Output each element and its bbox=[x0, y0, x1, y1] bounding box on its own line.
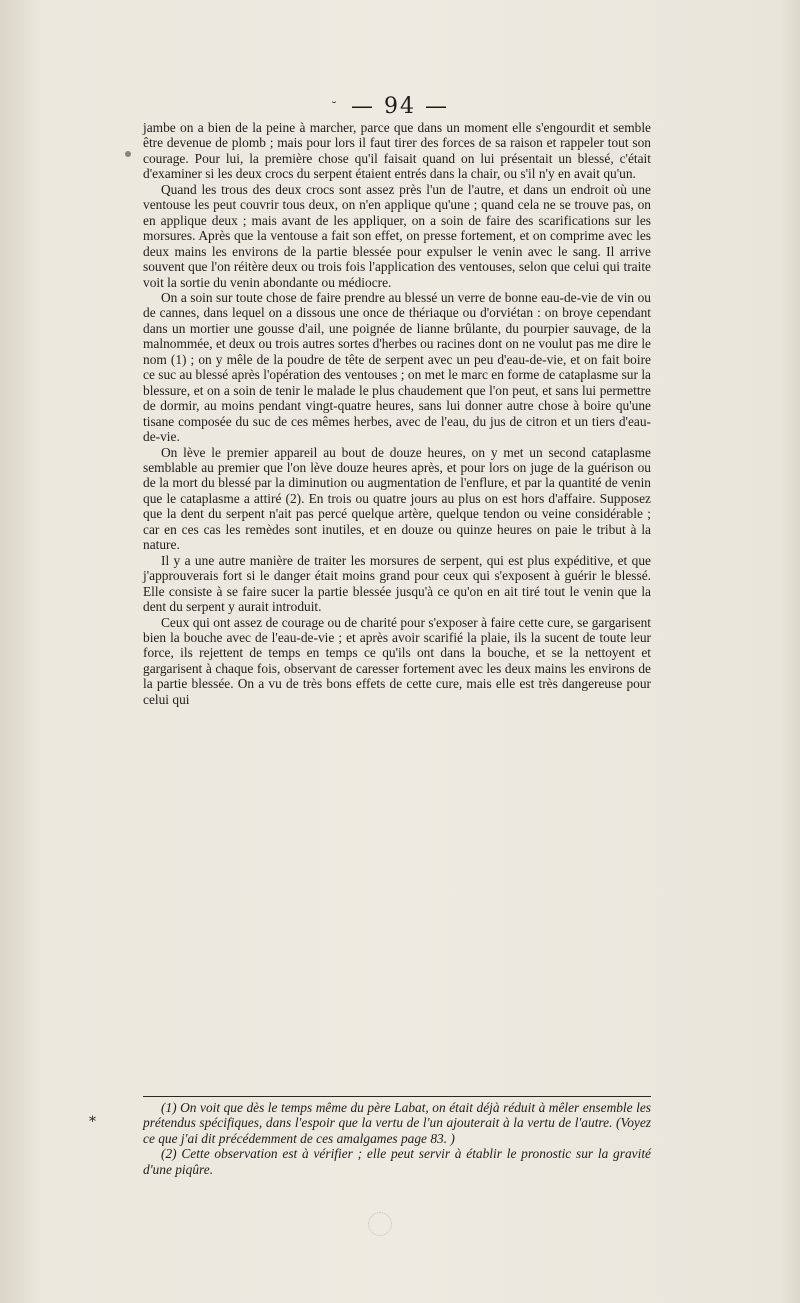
paragraph: Quand les trous des deux crocs sont assez près l'un de l'autre, et dans un endroit où une ventouse les peut couvrir tous deux, on n'en applique qu'une ; quand cela ne se trouve pas, on en applique deux ; mais avant de les appliquer, on a soin de faire des scarifications sur les morsures. Après que la ventouse a fait son effet, on presse fortement, et on comprime avec les deux mains les environs de la partie blessée pour expulser le venin avec le sang. Il arrive souvent que l'on réitère deux ou trois fois l'application des ventouses, selon que celui qui traite voit la sortie du venin abondante ou médiocre. bbox=[143, 181, 651, 290]
page-number: — 94 — bbox=[351, 94, 449, 119]
paragraph: On lève le premier appareil au bout de douze heures, on y met un second cataplasme semblable au premier que l'on lève douze heures après, et pour lors on juge de la guérison ou de la mort du blessé par la diminution ou augmentation de l'enflure, et par la quantité de venin que le cataplasme a attiré (2). En trois ou quatre jours au plus on est hors d'affaire. Supposez que la dent du serpent n'ait pas percé quelque artère, quelque tendon ou veine considérable ; car en ces cas les remèdes sont inutiles, et en douze ou quinze heures on paie le tribut à la nature. bbox=[143, 444, 651, 553]
footnote: (2) Cette observation est à vérifier ; elle peut servir à établir le pronostic sur la gravité d'une piqûre. bbox=[143, 1146, 651, 1177]
body-text bbox=[143, 120, 651, 707]
library-stamp bbox=[368, 1212, 392, 1236]
footnotes bbox=[143, 1100, 651, 1177]
footnote-rule bbox=[143, 1096, 651, 1097]
margin-asterisk: * bbox=[89, 1114, 96, 1130]
paragraph: Ceux qui ont assez de courage ou de charité pour s'exposer à faire cette cure, se gargarisent bien la bouche avec de l'eau-de-vie ; et après avoir scarifié la plaie, ils la sucent de toute leur force, ils rejettent de temps en temps ce qu'ils ont dans la bouche, et se la nettoyent et gargarisent à chaque fois, observant de caresser fortement avec les deux mains les environs de la partie blessée. On a vu de très bons effets de cette cure, mais elle est très dangereuse pour celui qui bbox=[143, 614, 651, 707]
ink-tick-mark: ˘ bbox=[331, 100, 337, 114]
paragraph: Il y a une autre manière de traiter les morsures de serpent, qui est plus expéditive, et que j'approuverais fort si le danger était moins grand pour ceux qui s'exposent à guérir le blessé. Elle consiste à se faire sucer la partie blessée jusqu'à ce qu'on en ait tiré tout le venin que la dent du serpent y aurait introduit. bbox=[143, 552, 651, 615]
paragraph: jambe on a bien de la peine à marcher, parce que dans un moment elle s'engourdit et semble être devenue de plomb ; mais pour lors il faut tirer des forces de sa raison et rappeler tout son courage. Pour lui, la première chose qu'il faisait quand on lui présentait un blessé, c'était d'examiner si les deux crocs du serpent étaient entrés dans la chair, ou s'il n'y en avait qu'un. bbox=[143, 120, 651, 182]
paragraph: On a soin sur toute chose de faire prendre au blessé un verre de bonne eau-de-vie de vin ou de cannes, dans lequel on a dissous une once de thériaque ou d'orviétan : on broye cependant dans un mortier une gousse d'ail, une poignée de lianne brûlante, du pourpier sauvage, de la malnommée, et deux ou trois autres sortes d'herbes ou racines dont on ne voulut pas me dire le nom (1) ; on y mêle de la poudre de tête de serpent avec un peu d'eau-de-vie, et on fait boire ce suc au blessé après l'opération des ventouses ; on met le marc en forme de cataplasme sur la blessure, et on a soin de tenir le malade le plus chaudement que l'on peut, et sans lui permettre de dormir, au moins pendant vingt-quatre heures, sans lui donner autre chose à boire qu'une tisane composée du suc de ces mêmes herbes, avec de l'eau, du jus de citron et un tiers d'eau-de-vie. bbox=[143, 289, 651, 445]
footnote: (1) On voit que dès le temps même du père Labat, on était déjà réduit à mêler ensemble les prétendus spécifiques, dans l'espoir que la vertu de l'un ajouterait à la vertu de l'autre. (Voyez ce que j'ai dit précédemment de ces amalgames page 83. ) bbox=[143, 1100, 651, 1146]
margin-dot bbox=[125, 151, 131, 157]
